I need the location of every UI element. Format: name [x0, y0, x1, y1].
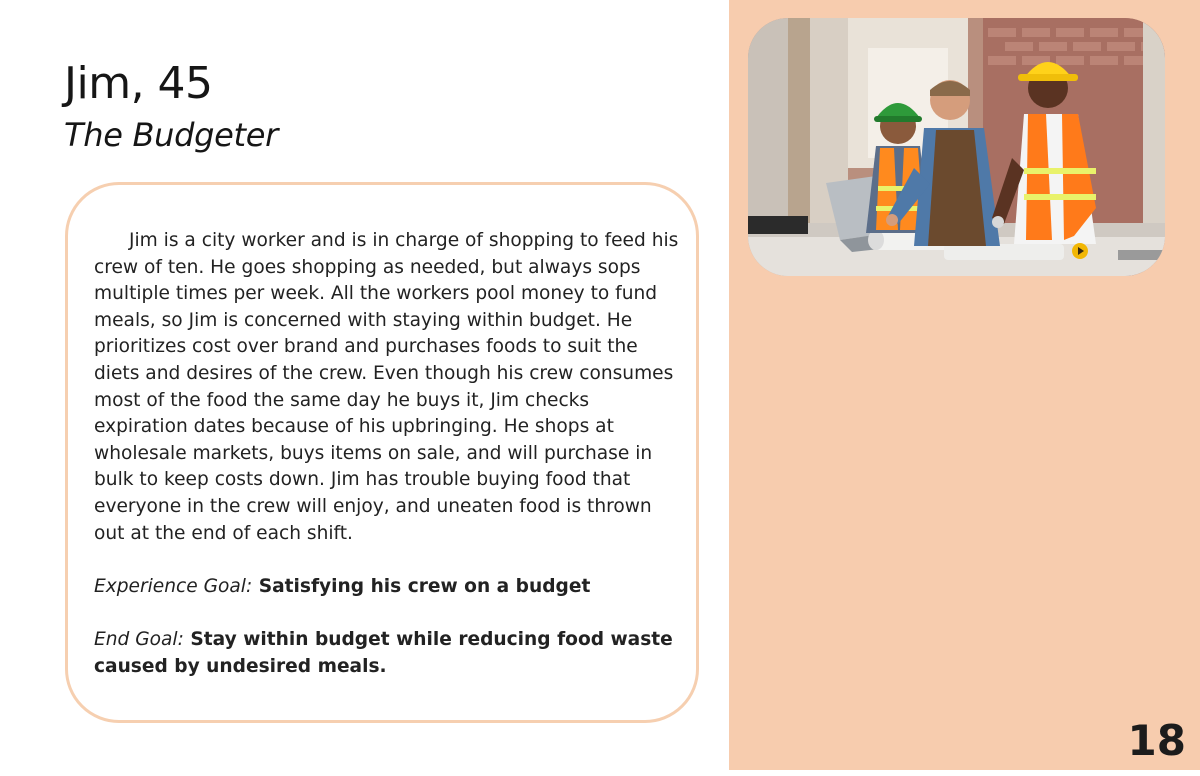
persona-role: The Budgeter — [64, 116, 279, 154]
end-goal-label: End Goal: — [94, 629, 184, 651]
end-goal-text: Stay within budget while reducing food waste caused by undesired meals. — [94, 629, 673, 678]
experience-goal — [94, 573, 684, 600]
persona-card — [65, 182, 699, 723]
page-number: 18 — [1127, 716, 1186, 765]
experience-goal-text: Satisfying his crew on a budget — [258, 576, 591, 598]
persona-card-body — [94, 228, 684, 680]
end-goal — [94, 626, 684, 680]
construction-workers-photo — [748, 18, 1165, 276]
persona-bio: Jim is a city worker and is in charge of shopping to feed his crew of ten. He goes shopping as needed, but always sops multiple times per week. All the workers pool money to fund meals, so Jim is concerned with staying within budget. He prioritizes cost over brand and purchases foods to suit the diets and desires of the crew. Even though his crew consumes most of the food the same day he buys it, Jim checks expiration dates because of his upbringing. He shops at wholesale markets, buys items on sale, and will purchase in bulk to keep costs down. Jim has trouble buying food that everyone in the crew will enjoy, and uneaten food is thrown out at the end of each shift. — [94, 230, 679, 544]
persona-name-age: Jim, 45 — [64, 58, 213, 109]
experience-goal-label: Experience Goal: — [94, 576, 253, 598]
